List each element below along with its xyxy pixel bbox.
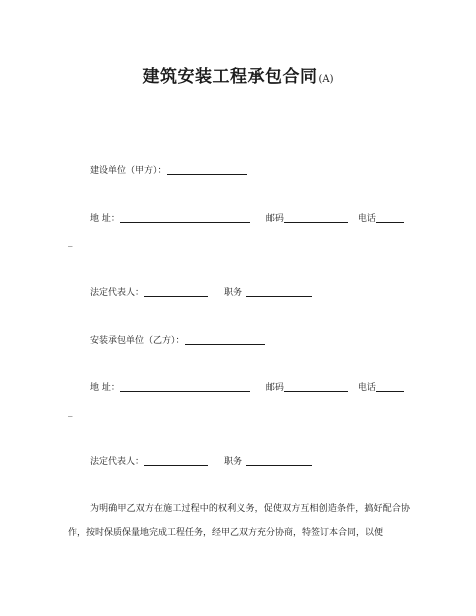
- party-a-zip-blank: [284, 212, 348, 223]
- party-a-unit-row: [90, 164, 247, 178]
- title-suffix: (A): [318, 74, 334, 85]
- party-a-position-label: 职务: [224, 288, 243, 298]
- party-a-rep-label: 法定代表人：: [90, 288, 145, 298]
- party-a-zip-label: 邮码: [265, 214, 284, 224]
- party-b-zip-blank: [284, 381, 348, 392]
- party-b-zip-label: 邮码: [265, 383, 284, 393]
- party-b-rep-label: 法定代表人：: [90, 457, 145, 467]
- party-a-address-blank: [120, 212, 250, 223]
- party-b-stray-mark: _: [68, 407, 73, 417]
- party-a-unit-blank: [167, 164, 247, 175]
- party-b-rep-row: [90, 455, 312, 469]
- party-a-phone-blank: [376, 212, 404, 223]
- party-b-rep-blank: [144, 455, 208, 466]
- party-a-address-row: [90, 212, 404, 226]
- party-b-address-label: 地 址：: [90, 383, 120, 393]
- party-b-unit-row: [90, 334, 265, 348]
- party-b-phone-blank: [376, 381, 404, 392]
- party-a-phone-label: 电话: [357, 214, 376, 224]
- document-title: [0, 62, 476, 87]
- party-a-rep-row: [90, 286, 312, 300]
- intro-paragraph: 为明确甲乙双方在施工过程中的权利义务，促使双方互相创造条件，搞好配合协作，按时保质保量地完成工程任务，经甲乙双方充分协商，特签订本合同，以便: [68, 504, 410, 538]
- party-a-address-label: 地 址：: [90, 214, 120, 224]
- party-a-stray-mark: _: [68, 237, 73, 247]
- party-b-phone-label: 电话: [357, 383, 376, 393]
- party-b-position-blank: [246, 455, 312, 466]
- party-b-address-blank: [120, 381, 250, 392]
- party-b-address-row: [90, 381, 404, 395]
- party-a-position-blank: [246, 286, 312, 297]
- party-b-position-label: 职务: [224, 457, 243, 467]
- title-main: 建筑安装工程承包合同: [142, 67, 318, 87]
- party-a-unit-label: 建设单位（甲方）：: [90, 166, 167, 176]
- party-a-rep-blank: [144, 286, 208, 297]
- party-b-unit-blank: [185, 334, 265, 345]
- party-b-unit-label: 安装承包单位（乙方）：: [90, 336, 185, 346]
